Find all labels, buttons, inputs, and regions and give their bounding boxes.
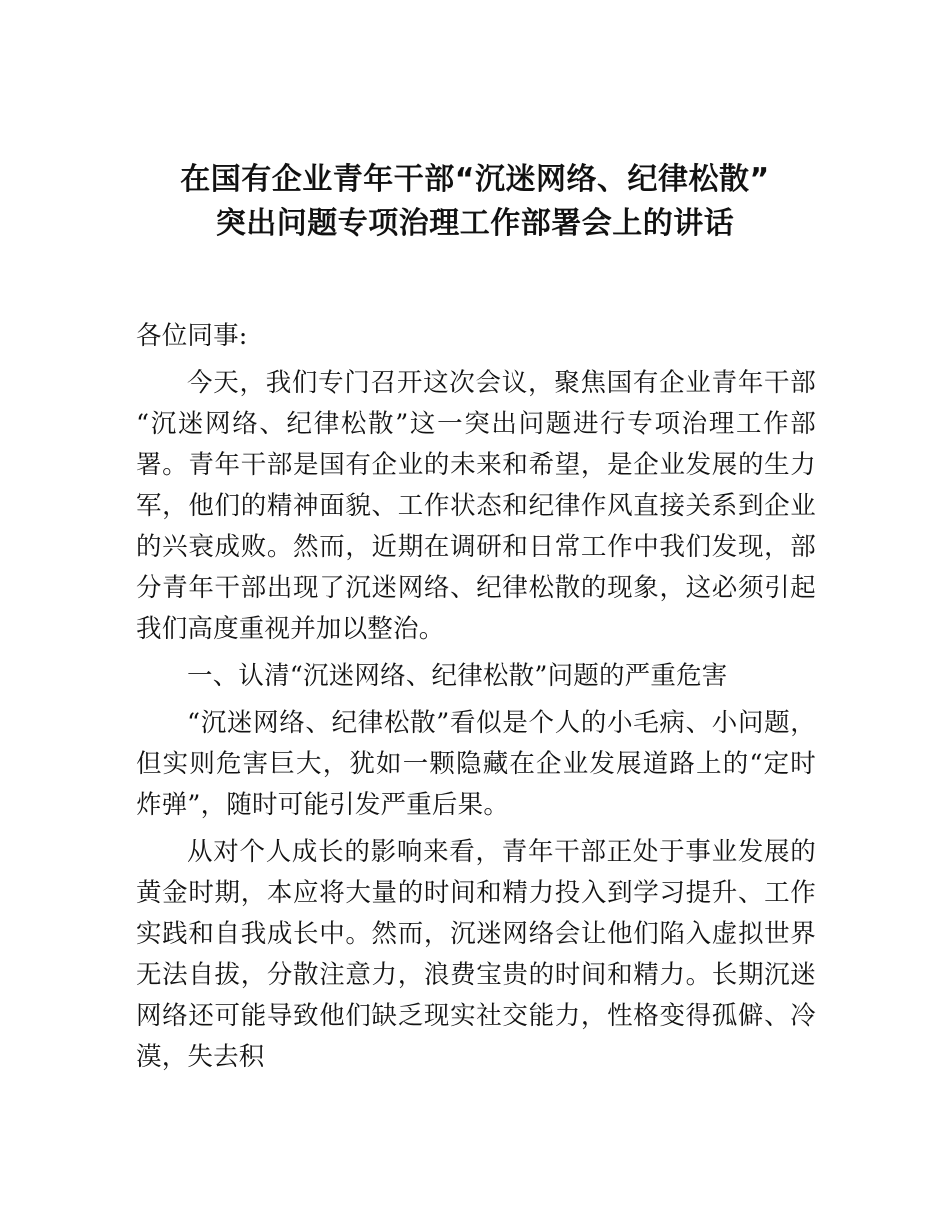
page-title (118, 158, 832, 246)
paragraph-section-1-p2: 从对个人成长的影响来看，青年干部正处于事业发展的黄金时期，本应将大量的时间和精力投入到学习提升、工作实践和自我成长中。然而，沉迷网络会让他们陷入虚拟世界无法自拔，分散注意力，浪费宝贵的时间和精力。长期沉迷网络还可能导致他们缺乏现实社交能力，性格变得孤僻、冷漠，失去积 (136, 837, 816, 1072)
paragraph-opening: 今天，我们专门召开这次会议，聚焦国有企业青年干部“沉迷网络、纪律松散”这一突出问题进行专项治理工作部署。青年干部是国有企业的未来和希望，是企业发展的生力军，他们的精神面貌、工作状态和纪律作风直接关系到企业的兴衰成败。然而，近期在调研和日常工作中我们发现，部分青年干部出现了沉迷网络、纪律松散的现象，这必须引起我们高度重视并加以整治。 (136, 368, 816, 644)
paragraph-section-1-p1: “沉迷网络、纪律松散”看似是个人的小毛病、小问题，但实则危害巨大，犹如一颗隐藏在企业发展道路上的“定时炸弹”，随时可能引发严重后果。 (136, 708, 816, 820)
document-body (136, 316, 816, 1078)
section-heading-1: 一、认清“沉迷网络、纪律松散”问题的严重危害 (187, 661, 728, 691)
page-title-line-2: 突出问题专项治理工作部署会上的讲话 (215, 206, 735, 241)
page-title-line-1: 在国有企业青年干部“沉迷网络、纪律松散” (180, 162, 770, 197)
salutation: 各位同事: (136, 321, 248, 351)
